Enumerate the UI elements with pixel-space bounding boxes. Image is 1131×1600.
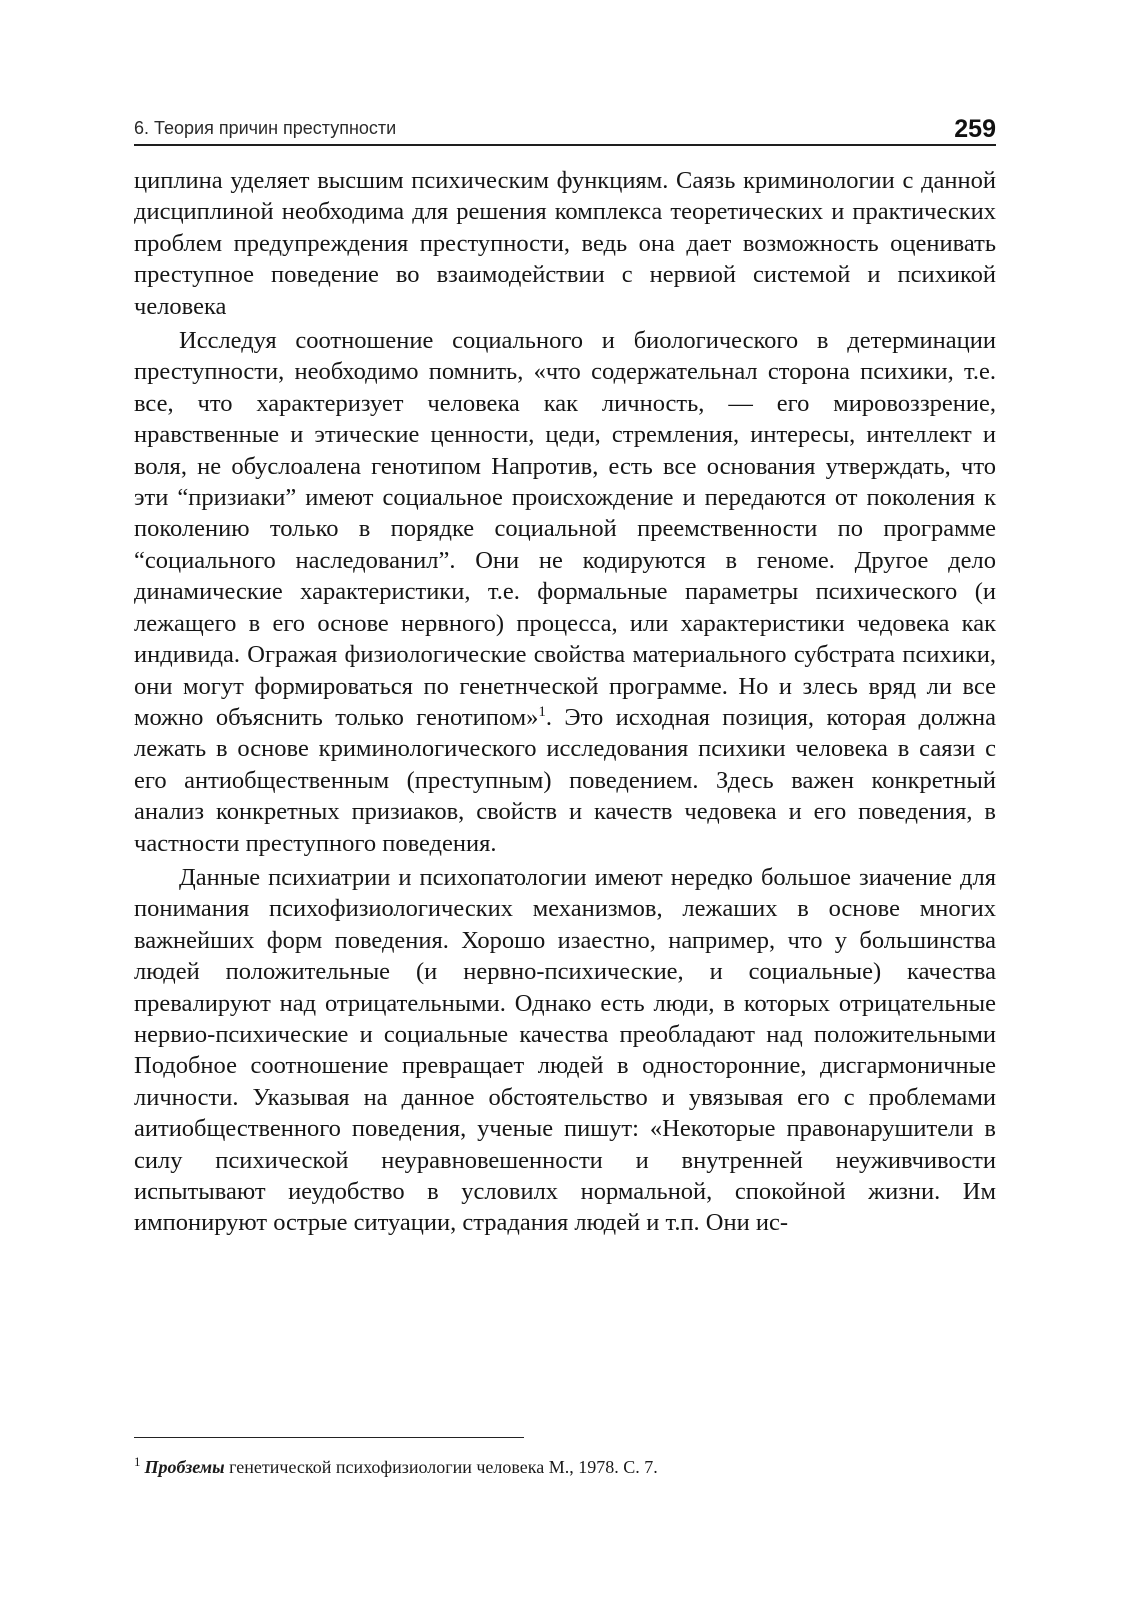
running-head: 6. Теория причин преступности	[134, 118, 397, 138]
page-number: 259	[954, 115, 996, 143]
footnote-reference: 1	[538, 703, 546, 720]
paragraph-3-text: Данные психиатрии и психопатологии имеют нередко большое зиачение для понимания психофизиологических механизмов, лежаших в основе многих важнейших форм поведения. Хорошо изаестно, например, что у большинства людей положительные (и нервно-психические, и социальные) качества превалируют над отрицательными. Однако есть люди, в которых отрицательные нервио-психические и социальные качества преобладают над положительными Подобное соотношение превращает людей в односторонние, дисгармоничные личности. Указывая на данное обстоятельство и увязывая его с проблемами аитиобщественного поведения, ученые пишут: «Некоторые правонарушители в силу психической неуравновешенности и внутренней неуживчивости испытывают иеудобство в условилх нормальной, спокойной жизни. Им импонируют острые ситуации, страдания людей и т.п. Они ис-	[134, 863, 996, 1237]
footnote-source-title: Пробземы	[144, 1457, 225, 1477]
body-text	[134, 165, 996, 1239]
paragraph-2-text-a: Исследуя соотношение социального и биологического в детерминации преступности, необходимо помнить, «что содержательнал сторона психики, т.е. все, что характеризует человека как личность, — его мировоззрение, нравственные и этические ценности, цеди, стремления, интересы, интеллект и воля, не обуслоалена генотипом Напротив, есть все основания утверждать, что эти “призиаки” имеют социальное происхождение и передаются от поколения к поколению только в порядке социальной преемственности по программе “социального наследованил”. Они не кодируются в геноме. Другое дело динамические характеристики, т.е. формальные параметры психического (и лежащего в его основе нервного) процесса, или характеристики чедовека как индивида. Огражая физиологические свойства материального субстрата психики, они могут формироваться по генетнческой программе. Но и злесь вряд ли все можно объяснить только генотипом»	[134, 327, 996, 731]
footnote	[134, 1455, 996, 1479]
paragraph-1	[134, 165, 996, 322]
footnote-mark: 1	[134, 1454, 141, 1469]
paragraph-3	[134, 862, 996, 1239]
paragraph-2	[134, 325, 996, 859]
page-header	[134, 112, 996, 146]
paragraph-2-text-b: . Это исходная позиция, которая должна лежать в основе криминологического исследования психики человека в саязи с его антиобщественным (преступным) поведением. Здесь важен конкретный анализ конкретных призиаков, свойств и качеств чедовека и его поведения, в частности преступного поведения.	[134, 703, 996, 857]
footnote-source-details: генетической психофизиологии человека М., 1978. С. 7.	[224, 1457, 658, 1477]
footnote-divider	[134, 1437, 524, 1438]
paragraph-1-text: циплина уделяет высшим психическим функциям. Саязь криминологии с данной дисциплиной необходима для решения комплекса теоретических и практических проблем предупреждения преступности, ведь она дает возможность оценивать преступное поведение во взаимодействии с нервиой системой и психикой человека	[134, 167, 996, 320]
